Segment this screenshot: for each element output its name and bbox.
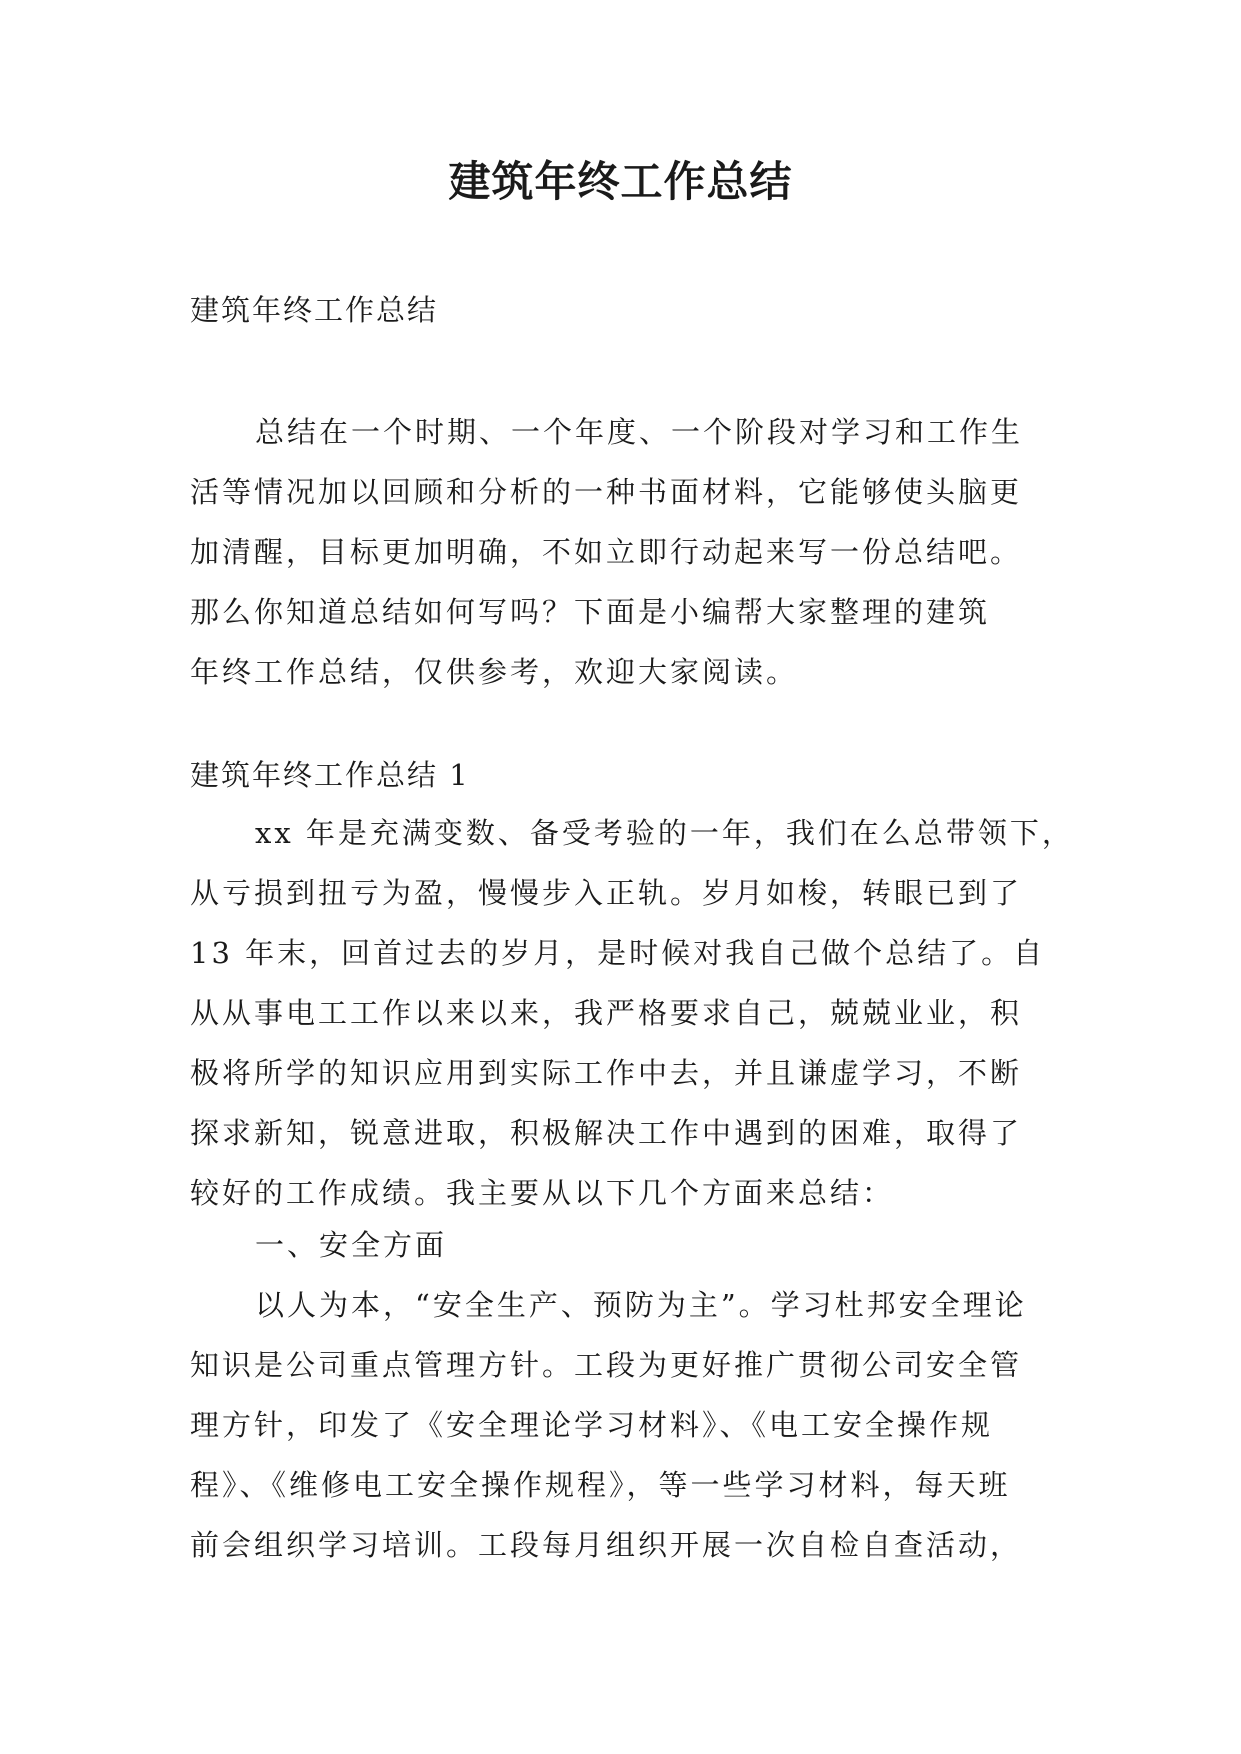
intro-line: 加清醒，目标更加明确，不如立即行动起来写一份总结吧。	[190, 535, 1023, 569]
section1-line: 13 年末，回首过去的岁月，是时候对我自己做个总结了。自	[190, 936, 1046, 970]
section1-line: 较好的工作成绩。我主要从以下几个方面来总结：	[190, 1176, 895, 1210]
section1-line: 极将所学的知识应用到实际工作中去，并且谦虚学习，不断	[190, 1056, 1023, 1090]
safety-line: 前会组织学习培训。工段每月组织开展一次自检自查活动，	[190, 1528, 1023, 1562]
section-heading: 建筑年终工作总结 1	[190, 758, 470, 792]
intro-line: 活等情况加以回顾和分析的一种书面材料，它能够使头脑更	[190, 475, 1023, 509]
section1-line: 从亏损到扭亏为盈，慢慢步入正轨。岁月如梭，转眼已到了	[190, 876, 1023, 910]
safety-line: 以人为本，“安全生产、预防为主”。学习杜邦安全理论	[255, 1288, 1027, 1322]
intro-paragraph	[190, 402, 1052, 702]
safety-line: 知识是公司重点管理方针。工段为更好推广贯彻公司安全管	[190, 1348, 1023, 1382]
subsection-heading-safety: 一、安全方面	[255, 1228, 448, 1262]
intro-line: 总结在一个时期、一个年度、一个阶段对学习和工作生	[255, 415, 1024, 449]
section1-line: 探求新知，锐意进取，积极解决工作中遇到的困难，取得了	[190, 1116, 1023, 1150]
safety-paragraph	[190, 1275, 1052, 1575]
intro-line: 年终工作总结，仅供参考，欢迎大家阅读。	[190, 655, 799, 689]
section1-paragraph	[190, 803, 1074, 1223]
safety-line: 理方针，印发了《安全理论学习材料》、《电工安全操作规	[190, 1408, 994, 1442]
safety-line: 程》、《维修电工安全操作规程》，等一些学习材料，每天班	[190, 1468, 1011, 1502]
section1-line: xx 年是充满变数、备受考验的一年，我们在么总带领下，	[255, 816, 1074, 850]
intro-line: 那么你知道总结如何写吗？下面是小编帮大家整理的建筑	[190, 595, 991, 629]
document-title: 建筑年终工作总结	[448, 157, 793, 206]
document-subtitle: 建筑年终工作总结	[190, 293, 439, 327]
section1-line: 从从事电工工作以来以来，我严格要求自己，兢兢业业，积	[190, 996, 1023, 1030]
